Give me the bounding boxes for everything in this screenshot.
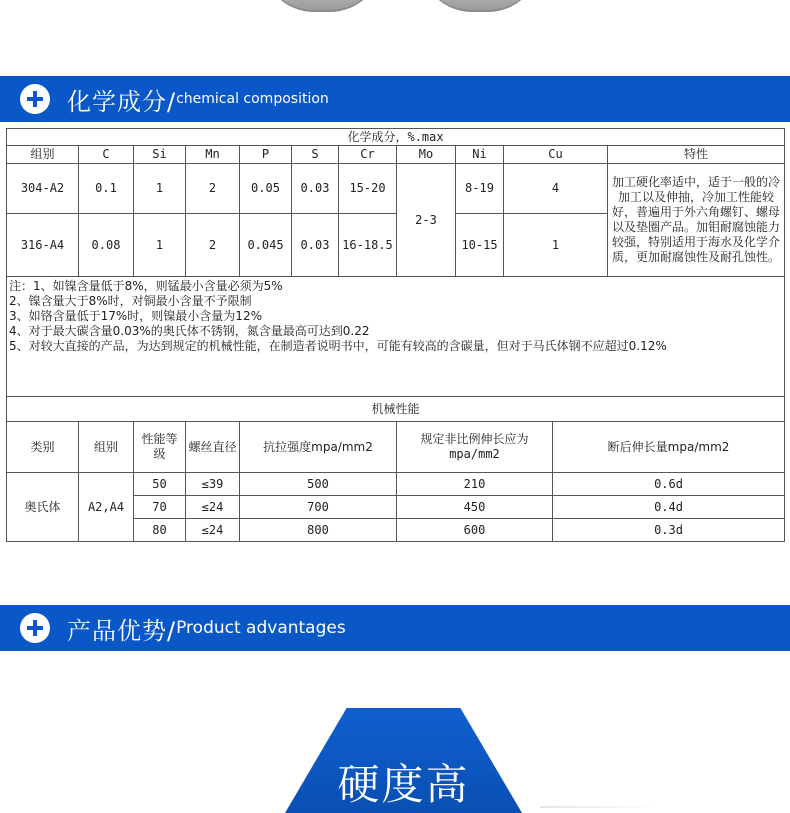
mech-cell-yield: 210 [397, 473, 553, 496]
mech-cell-yield: 450 [397, 496, 553, 519]
mech-header-group: 组别 [79, 422, 134, 473]
note-line: 4、对于最大碳含量0.03%的奥氏体不锈钢，氮含量最高可达到0.22 [9, 324, 370, 338]
mech-header-elongation: 断后伸长量mpa/mm2 [553, 422, 785, 473]
mech-cell-elongation: 0.6d [553, 473, 785, 496]
chem-cell-si: 1 [134, 164, 186, 214]
mech-cell-diameter: ≤24 [186, 519, 240, 542]
chem-header-p: P [240, 146, 292, 164]
mech-header-diameter: 螺丝直径 [186, 422, 240, 473]
section-banner-chemical [0, 76, 790, 122]
note-line: 注：1、如镍含量低于8%，则锰最小含量必须为5% [9, 279, 283, 293]
mech-header-tensile: 抗拉强度mpa/mm2 [240, 422, 397, 473]
spec-table [6, 128, 785, 542]
mech-cell-diameter: ≤39 [186, 473, 240, 496]
plus-circle-icon [20, 84, 50, 114]
chem-cell-p: 0.045 [240, 214, 292, 277]
mech-cell-grade: 70 [134, 496, 186, 519]
note-line: 3、如铬含量低于17%时，则镍最小含量为12% [9, 309, 262, 323]
chem-cell-mn: 2 [186, 164, 240, 214]
chem-header-cr: Cr [339, 146, 397, 164]
section-title-en: chemical composition [176, 91, 329, 107]
product-photo-edge [0, 0, 790, 30]
mech-cell-grade: 50 [134, 473, 186, 496]
mech-cell-tensile: 500 [240, 473, 397, 496]
chem-cell-mn: 2 [186, 214, 240, 277]
mech-caption: 机械性能 [7, 397, 785, 422]
note-line: 5、对较大直接的产品，为达到规定的机械性能，在制造者说明书中，可能有较高的含碳量，但对于马氏体钢不应超过0.12% [9, 339, 667, 353]
mech-cell-elongation: 0.4d [553, 496, 785, 519]
chem-cell-ni: 8-19 [456, 164, 504, 214]
chem-header-cu: Cu [504, 146, 608, 164]
chem-cell-c: 0.1 [79, 164, 134, 214]
chem-cell-cr: 15-20 [339, 164, 397, 214]
table-row [7, 473, 785, 496]
mech-header-yield: 规定非比例伸长应为mpa/mm2 [397, 422, 553, 473]
chem-caption: 化学成分，%.max [7, 129, 785, 146]
chem-cell-cu: 1 [504, 214, 608, 277]
section-title-cn: 产品优势/ [67, 616, 177, 645]
chem-cell-cu: 4 [504, 164, 608, 214]
notes-block [7, 277, 785, 397]
section-banner-advantages [0, 605, 790, 651]
chem-cell-ni: 10-15 [456, 214, 504, 277]
mech-group: A2,A4 [79, 473, 134, 542]
mech-cell-yield: 600 [397, 519, 553, 542]
chem-header-property: 特性 [608, 146, 785, 164]
plus-circle-icon [20, 613, 50, 643]
section-title-en: Product advantages [176, 618, 346, 638]
mech-cell-tensile: 700 [240, 496, 397, 519]
chem-cell-s: 0.03 [292, 214, 339, 277]
chem-header-mo: Mo [397, 146, 456, 164]
product-disc-left [262, 0, 382, 12]
chem-header-s: S [292, 146, 339, 164]
product-disc-right [420, 0, 540, 12]
mech-cell-grade: 80 [134, 519, 186, 542]
chem-cell-cr: 16-18.5 [339, 214, 397, 277]
mech-cell-elongation: 0.3d [553, 519, 785, 542]
table-row [7, 164, 785, 214]
chem-header-si: Si [134, 146, 186, 164]
chem-cell-group: 304-A2 [7, 164, 79, 214]
chem-header-c: C [79, 146, 134, 164]
mech-header-category: 类别 [7, 422, 79, 473]
chem-header-ni: Ni [456, 146, 504, 164]
section-title-cn: 化学成分/ [67, 87, 177, 116]
chem-header-group: 组别 [7, 146, 79, 164]
chem-cell-c: 0.08 [79, 214, 134, 277]
chem-cell-si: 1 [134, 214, 186, 277]
mech-category: 奥氏体 [7, 473, 79, 542]
mech-cell-tensile: 800 [240, 519, 397, 542]
note-line: 2、镍含量大于8%时，对铜最小含量不予限制 [9, 294, 252, 308]
chem-cell-p: 0.05 [240, 164, 292, 214]
mech-header-grade: 性能等级 [134, 422, 186, 473]
chem-cell-mo: 2-3 [397, 164, 456, 277]
chem-header-mn: Mn [186, 146, 240, 164]
chem-property-text: 加工硬化率适中，适于一般的冷加工以及伸抽，冷加工性能较好，普遍用于外六角螺钉、螺母以及垫圈产品。加钼耐腐蚀能力较强，特别适用于海水及化学介质，更加耐腐蚀性及耐孔蚀性。 [608, 164, 785, 277]
mech-header-row [7, 422, 785, 473]
advantage-badge-text: 硬度高 [337, 760, 470, 809]
chem-cell-group: 316-A4 [7, 214, 79, 277]
decorative-line [540, 806, 660, 808]
mech-cell-diameter: ≤24 [186, 496, 240, 519]
chem-header-row [7, 146, 785, 164]
chem-cell-s: 0.03 [292, 164, 339, 214]
